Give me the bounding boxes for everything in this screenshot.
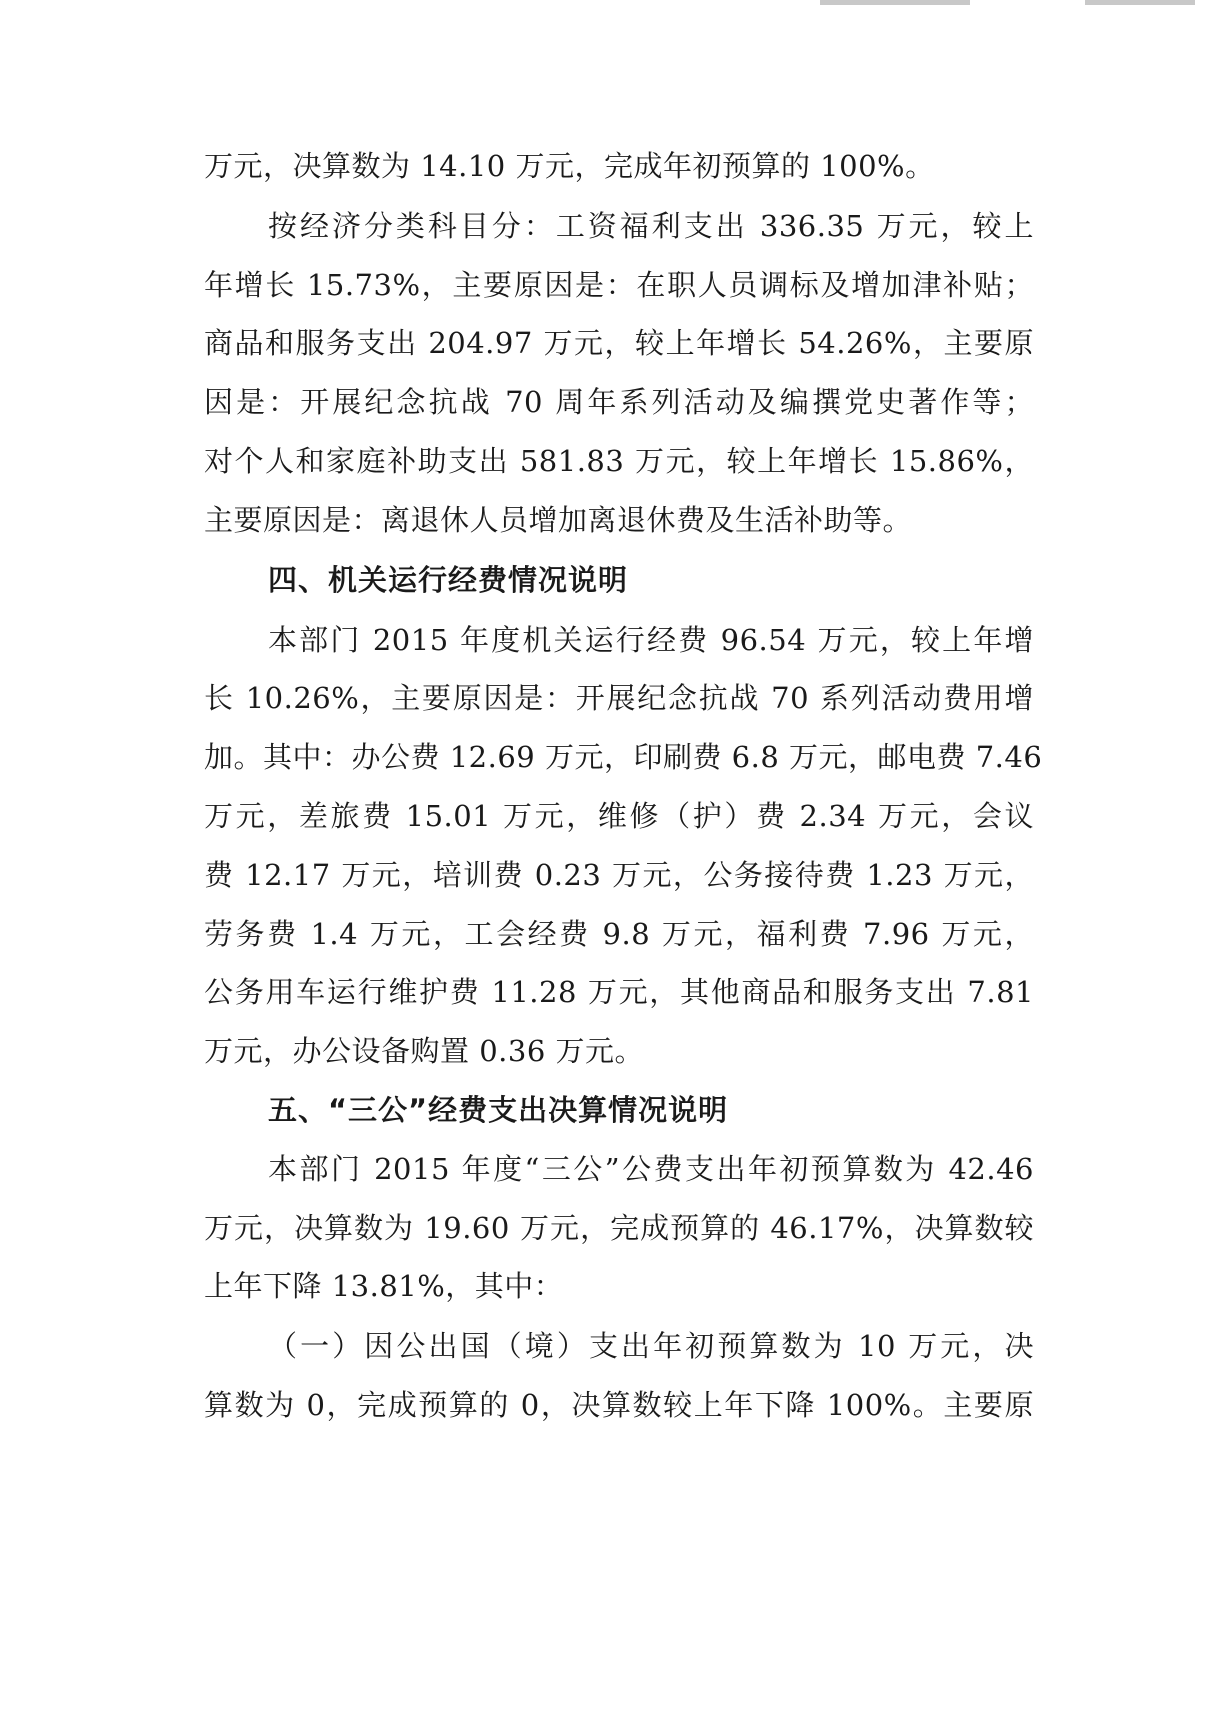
section-heading: 四、机关运行经费情况说明 [268,563,629,597]
paragraph-line: 本部门 2015 年度“三公”公费支出年初预算数为 42.46 [268,1152,1034,1186]
scan-artifact [820,0,970,5]
paragraph-line: 劳务费 1.4 万元，工会经费 9.8 万元，福利费 7.96 万元， [204,917,1034,951]
paragraph-line: 万元，决算数为 14.10 万元，完成年初预算的 100%。 [204,149,935,183]
paragraph-line: 本部门 2015 年度机关运行经费 96.54 万元，较上年增 [268,623,1034,657]
scan-artifact [1085,0,1195,5]
paragraph-line: 万元，办公设备购置 0.36 万元。 [204,1034,645,1068]
paragraph-line: 长 10.26%，主要原因是：开展纪念抗战 70 系列活动费用增 [204,681,1034,715]
paragraph-line: 按经济分类科目分：工资福利支出 336.35 万元，较上 [268,209,1034,243]
paragraph-line: 费 12.17 万元，培训费 0.23 万元，公务接待费 1.23 万元， [204,858,1034,892]
paragraph-line: 年增长 15.73%，主要原因是：在职人员调标及增加津补贴； [204,268,1034,302]
paragraph-line: 算数为 0，完成预算的 0，决算数较上年下降 100%。主要原 [204,1388,1034,1422]
paragraph-line: 加。其中：办公费 12.69 万元，印刷费 6.8 万元，邮电费 7.46 [204,740,1043,774]
paragraph-line: 万元，决算数为 19.60 万元，完成预算的 46.17%，决算数较 [204,1211,1034,1245]
paragraph-line: 商品和服务支出 204.97 万元，较上年增长 54.26%，主要原 [204,326,1034,360]
paragraph-line: 对个人和家庭补助支出 581.83 万元，较上年增长 15.86%， [204,444,1034,478]
paragraph-line: （一）因公出国（境）支出年初预算数为 10 万元，决 [268,1329,1034,1363]
section-heading: 五、“三公”经费支出决算情况说明 [268,1093,729,1127]
paragraph-line: 主要原因是：离退休人员增加离退休费及生活补助等。 [204,503,913,537]
paragraph-line: 上年下降 13.81%，其中： [204,1269,564,1303]
paragraph-line: 万元，差旅费 15.01 万元，维修（护）费 2.34 万元，会议 [204,799,1034,833]
paragraph-line: 公务用车运行维护费 11.28 万元，其他商品和服务支出 7.81 [204,975,1034,1009]
paragraph-line: 因是：开展纪念抗战 70 周年系列活动及编撰党史著作等； [204,385,1034,419]
